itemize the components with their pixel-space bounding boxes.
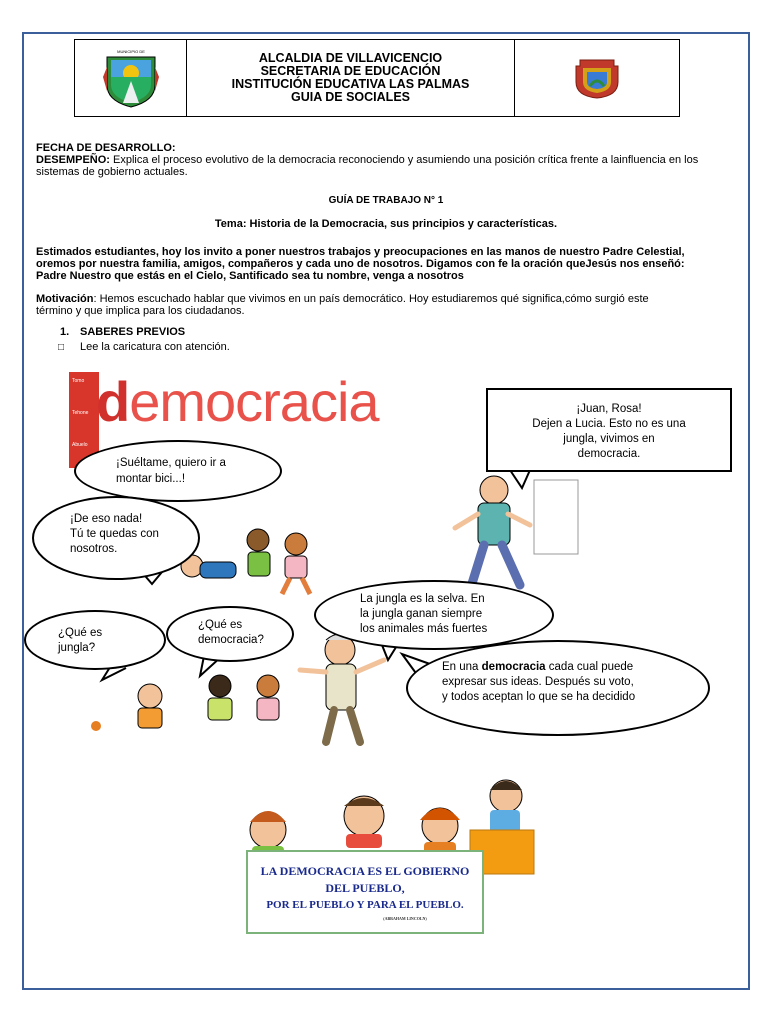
banner-line-3: POR EL PUEBLO Y PARA EL PUEBLO. (266, 899, 464, 911)
bubble-que-es-democracia-line-2: democracia? (198, 634, 264, 646)
instruction-text: Lee la caricatura con atención. (80, 341, 230, 353)
header-line-2: SECRETARIA DE EDUCACIÓN (260, 64, 441, 78)
prayer-line-1: Estimados estudiantes, hoy los invito a poner nuestros trabajos y preocupaciones en las manos de nuestro Padre Celestial, (36, 246, 685, 258)
bubble-sueltame-line-2: montar bici...! (116, 473, 186, 485)
motivacion-label: Motivación (36, 293, 94, 305)
bubble-jungla-selva-line-3: los animales más fuertes (360, 623, 488, 635)
bubble-juan-rosa-line-3: jungla, vivimos en (563, 433, 655, 445)
bubble-sueltame-line-1: ¡Suéltame, quiero ir a (116, 457, 226, 469)
section-number: 1. (60, 326, 70, 338)
desempeno-text-1: Explica el proceso evolutivo de la democracia reconociendo y asumiendo una posición crítica frente a lainfluencia en los (109, 154, 699, 166)
bubble-que-es-democracia-line-1: ¿Qué es (198, 619, 243, 631)
motivacion-text-2: término y que implica para los ciudadanos. (36, 305, 245, 317)
desempeno-text-2: sistemas de gobierno actuales. (36, 166, 188, 178)
banner-line-1: LA DEMOCRACIA ES EL GOBIERNO (260, 864, 470, 878)
bubble-de-eso-nada-line-1: ¡De eso nada! (70, 513, 143, 525)
header-line-1: ALCALDIA DE VILLAVICENCIO (258, 51, 443, 65)
header-line-4: GUIA DE SOCIALES (291, 90, 410, 104)
section-title: SABERES PREVIOS (80, 326, 186, 338)
bubble-en-una-post: cada cual puede (545, 661, 634, 673)
bubble-jungla-selva-line-1: La jungla es la selva. En (360, 593, 485, 605)
header-line-3: INSTITUCIÓN EDUCATIVA LAS PALMAS (231, 77, 470, 91)
fecha-label: FECHA DE DESARROLLO: (36, 142, 176, 154)
bubble-que-es-jungla-line-2: jungla? (58, 642, 96, 654)
bubble-juan-rosa-line-2: Dejen a Lucia. Esto no es una (532, 418, 686, 430)
sidebar-label-1: Tomo (72, 378, 85, 384)
banner-line-2: DEL PUEBLO, (325, 881, 405, 895)
bubble-jungla-selva-line-2: la jungla ganan siempre (360, 608, 483, 620)
bubble-en-una-bold: democracia (481, 661, 546, 673)
sidebar-label-2: Tehone (72, 410, 89, 416)
motivacion-text-1: : Hemos escuchado hablar que vivimos en un país democrático. Hoy estudiaremos qué significa,cómo surgió este (93, 293, 649, 305)
democracia-title-rest: emocracia (129, 370, 379, 433)
checkbox-bullet: □ (58, 342, 65, 353)
bubble-juan-rosa-line-1: ¡Juan, Rosa! (576, 403, 642, 415)
bubble-que-es-jungla-line-1: ¿Qué es (58, 627, 103, 639)
tema-line: Tema: Historia de la Democracia, sus principios y características. (214, 218, 558, 230)
guide-title: GUÍA DE TRABAJO N° 1 (328, 195, 444, 206)
desempeno-label: DESEMPEÑO: (36, 154, 110, 166)
bubble-juan-rosa-line-4: democracia. (577, 448, 641, 460)
bubble-de-eso-nada-line-3: nosotros. (70, 543, 118, 555)
bubble-en-una-pre: En una (442, 661, 482, 673)
banner-attribution: (ABRAHAM LINCOLN) (383, 916, 427, 921)
prayer-line-3: Padre Nuestro que estás en el Cielo, Santificado sea tu nombre, venga a nosotros (36, 270, 464, 282)
democracia-title-d: d (96, 370, 130, 433)
sidebar-label-3: Abuelo (72, 442, 88, 448)
prayer-line-2: oremos por nuestra familia, amigos, compañeros y cada uno de nosotros. Digamos con fe la oración queJesús nos enseñó: (36, 258, 685, 270)
logo-caption: MUNICIPIO DE (116, 49, 145, 54)
bubble-de-eso-nada-line-2: Tú te quedas con (70, 528, 159, 540)
democracy-banner (246, 850, 484, 934)
bubble-en-una-line-2: expresar sus ideas. Después su voto, (442, 676, 634, 688)
bubble-en-una-line-3: y todos aceptan lo que se ha decidido (442, 691, 636, 703)
